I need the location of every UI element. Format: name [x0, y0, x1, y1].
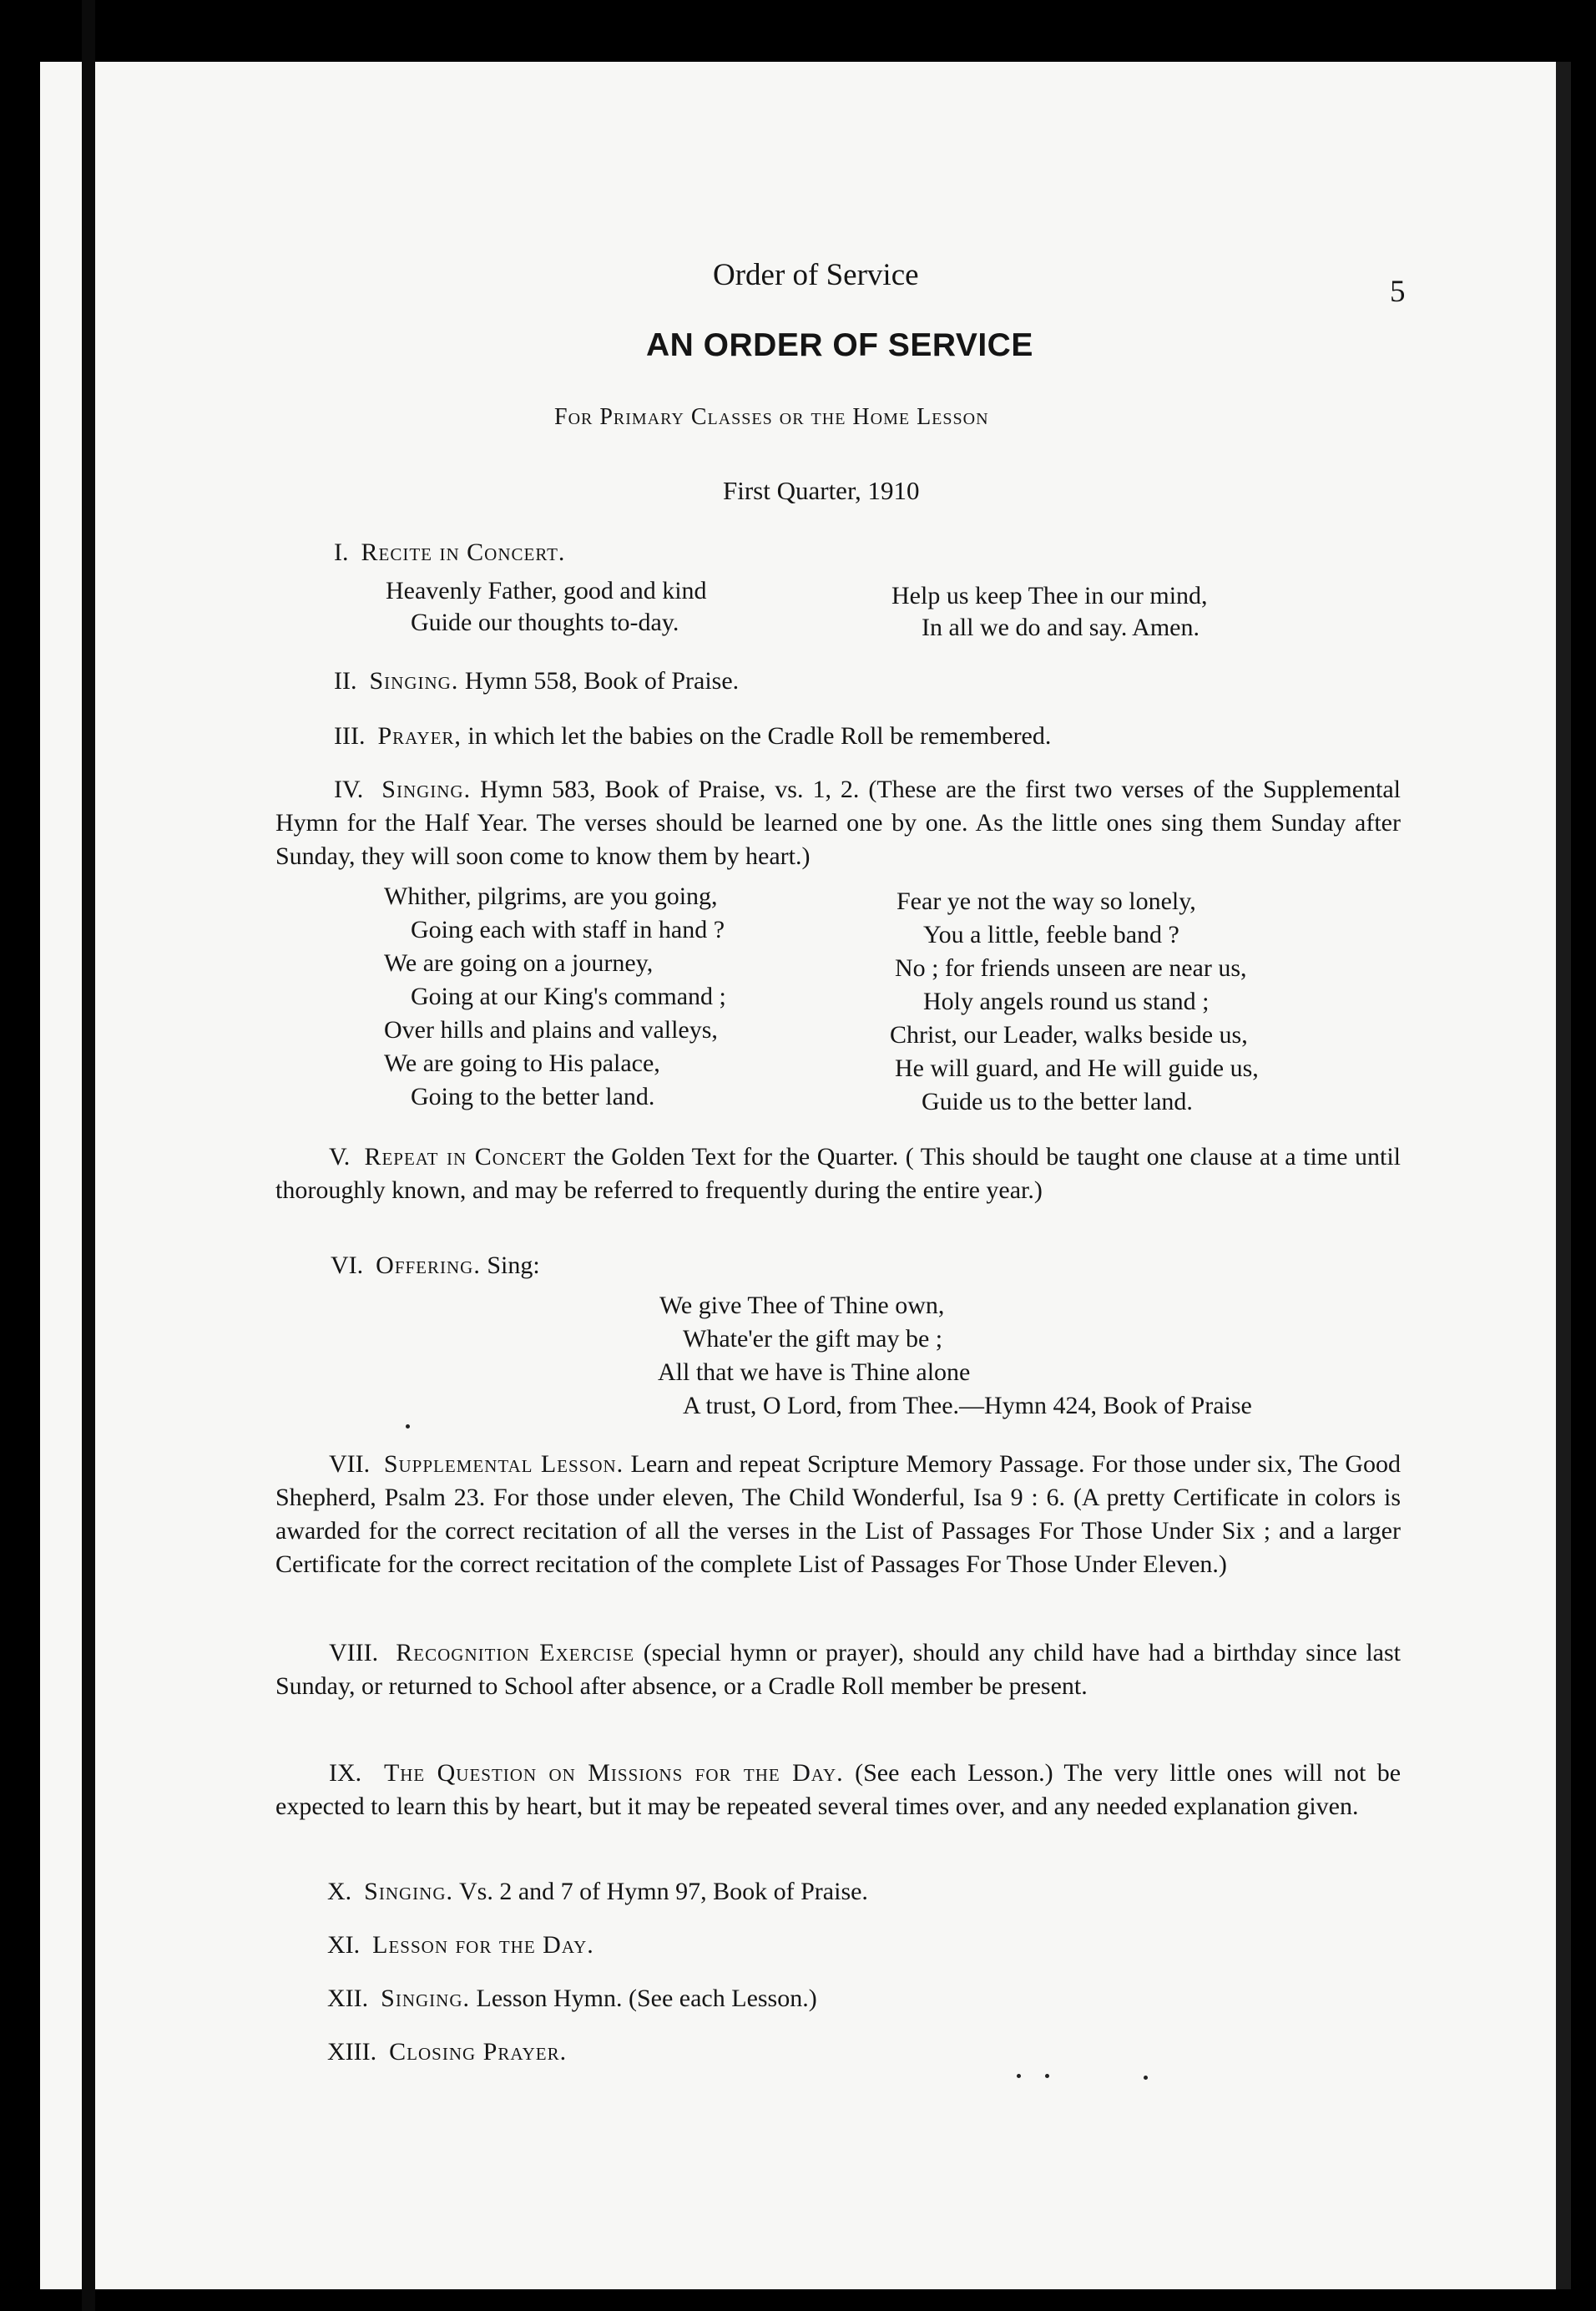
hymn-line: No ; for friends unseen are near us,: [895, 954, 1247, 982]
item-number: VI.: [331, 1252, 364, 1279]
item-heading: Singing.: [364, 1878, 454, 1905]
hymn-line: All that we have is Thine alone: [658, 1358, 971, 1386]
item-number: VIII.: [329, 1639, 379, 1666]
item-number: I.: [334, 539, 349, 566]
hymn-line: Whate'er the gift may be ;: [683, 1325, 943, 1353]
hymn-line: Going to the better land.: [411, 1083, 655, 1110]
item-number: IV.: [334, 776, 364, 803]
hymn-line: Going each with staff in hand ?: [411, 916, 725, 943]
hymn-line: He will guard, and He will guide us,: [895, 1054, 1259, 1082]
prayer-line: Guide our thoughts to-day.: [411, 609, 679, 636]
item-heading: Repeat in Concert: [364, 1143, 567, 1171]
item-heading: Singing.: [369, 667, 459, 695]
hymn-line: Christ, our Leader, walks beside us,: [890, 1021, 1248, 1049]
item-ix: [275, 1757, 1401, 1823]
hymn-line: We are going on a journey,: [384, 949, 654, 977]
item-text: the Golden Text for the Quarter. ( This should be taught one clause at a time until thoroughly known, and may be referred to frequently during the entire year.): [275, 1143, 1402, 1204]
item-heading: Recite in Concert.: [361, 539, 566, 566]
item-ii: [334, 665, 739, 698]
binding-gutter: [82, 0, 95, 2311]
binding-tick: [84, 1050, 94, 1065]
binding-tick: [84, 1663, 94, 1678]
item-number: II.: [334, 667, 357, 695]
item-number: III.: [334, 722, 366, 750]
item-vi: [331, 1249, 540, 1282]
ink-speck: [1144, 2076, 1148, 2080]
page-title: AN ORDER OF SERVICE: [646, 327, 1033, 363]
item-v: [275, 1140, 1401, 1207]
page-number: 5: [1390, 275, 1406, 309]
item-iv: [275, 773, 1401, 873]
hymn-line: We are going to His palace,: [384, 1049, 660, 1077]
item-text: (special hymn or prayer), should any child have had a birthday since last Sunday, or returned to School after absence, or a Cradle Roll member be present.: [275, 1639, 1401, 1700]
item-heading: Prayer,: [377, 722, 462, 750]
item-number: XI.: [327, 1931, 361, 1959]
item-text: Vs. 2 and 7 of Hymn 97, Book of Praise.: [453, 1878, 868, 1905]
binding-tick: [84, 1990, 94, 2005]
item-text: Sing:: [480, 1252, 540, 1279]
hymn-line: You a little, feeble band ?: [923, 921, 1179, 948]
hymn-line: Whither, pilgrims, are you going,: [384, 882, 718, 910]
item-heading: Lesson for the Day.: [372, 1931, 594, 1959]
page-subtitle: For Primary Classes or the Home Lesson: [554, 404, 989, 430]
hymn-line: Over hills and plains and valleys,: [384, 1016, 718, 1044]
item-text: Hymn 583, Book of Praise, vs. 1, 2. (These are the first two verses of the Supplemental Hymn for the Half Year. The verses should be learned one by one. As the little ones sing them Sunday after Sunday, they will soon come to know them by heart.): [275, 776, 1402, 870]
prayer-line: Help us keep Thee in our mind,: [891, 582, 1208, 609]
hymn-line: Going at our King's command ;: [411, 983, 726, 1010]
item-heading: Singing.: [381, 1985, 470, 2012]
prayer-line: In all we do and say. Amen.: [922, 614, 1200, 641]
item-number: XII.: [327, 1985, 369, 2012]
item-text: Hymn 558, Book of Praise.: [458, 667, 740, 695]
ink-speck: [1045, 2074, 1049, 2078]
hymn-line: Holy angels round us stand ;: [923, 988, 1210, 1015]
item-x: [327, 1875, 868, 1909]
hymn-line: Fear ye not the way so lonely,: [896, 887, 1196, 915]
item-heading: Supplemental Lesson.: [383, 1450, 624, 1478]
item-text: Lesson Hymn. (See each Lesson.): [470, 1985, 817, 2012]
ink-speck: [1017, 2074, 1021, 2078]
page-edge-shadow: [1556, 62, 1571, 2289]
item-number: V.: [329, 1143, 351, 1171]
quarter-label: First Quarter, 1910: [723, 476, 920, 505]
item-heading: Closing Prayer.: [389, 2038, 568, 2066]
running-head: Order of Service: [713, 258, 919, 292]
item-number: X.: [327, 1878, 352, 1905]
item-number: IX.: [329, 1759, 362, 1787]
item-i: [334, 536, 565, 569]
item-iii: [334, 720, 1051, 753]
hymn-line: We give Thee of Thine own,: [659, 1292, 945, 1319]
item-viii: [275, 1636, 1401, 1703]
item-heading: The Question on Missions for the Day.: [383, 1759, 844, 1787]
item-xiii: [327, 2035, 567, 2069]
item-vii: [275, 1448, 1401, 1581]
item-number: VII.: [329, 1450, 371, 1478]
binding-tick: [84, 493, 94, 508]
item-text: Learn and repeat Scripture Memory Passage. For those under six, The Good Shepherd, Psalm 23. For those under eleven, The Child Wonderful, Isa 9 : 6. (A pretty Certificate in colors is awarded for the correct recitation of all the verses in the List of Passages For Those Under Six ; and a larger Certificate for the correct recitation of the complete List of Passages For Those Under Eleven.): [275, 1450, 1402, 1578]
item-xi: [327, 1929, 594, 1962]
ink-speck: [406, 1424, 410, 1429]
item-text: in which let the babies on the Cradle Roll be remembered.: [461, 722, 1052, 750]
binding-tick: [84, 213, 94, 228]
item-xii: [327, 1982, 817, 2015]
prayer-line: Heavenly Father, good and kind: [386, 577, 707, 604]
item-text: (See each Lesson.) The very little ones will not be expected to learn this by heart, but it may be repeated several times over, and any needed explanation given.: [275, 1759, 1402, 1820]
item-heading: Offering.: [376, 1252, 481, 1279]
item-heading: Singing.: [381, 776, 472, 803]
hymn-line: Guide us to the better land.: [922, 1088, 1193, 1115]
hymn-line: A trust, O Lord, from Thee.—Hymn 424, Book of Praise: [683, 1392, 1252, 1419]
item-number: XIII.: [327, 2038, 377, 2066]
item-heading: Recognition Exercise: [396, 1639, 635, 1666]
